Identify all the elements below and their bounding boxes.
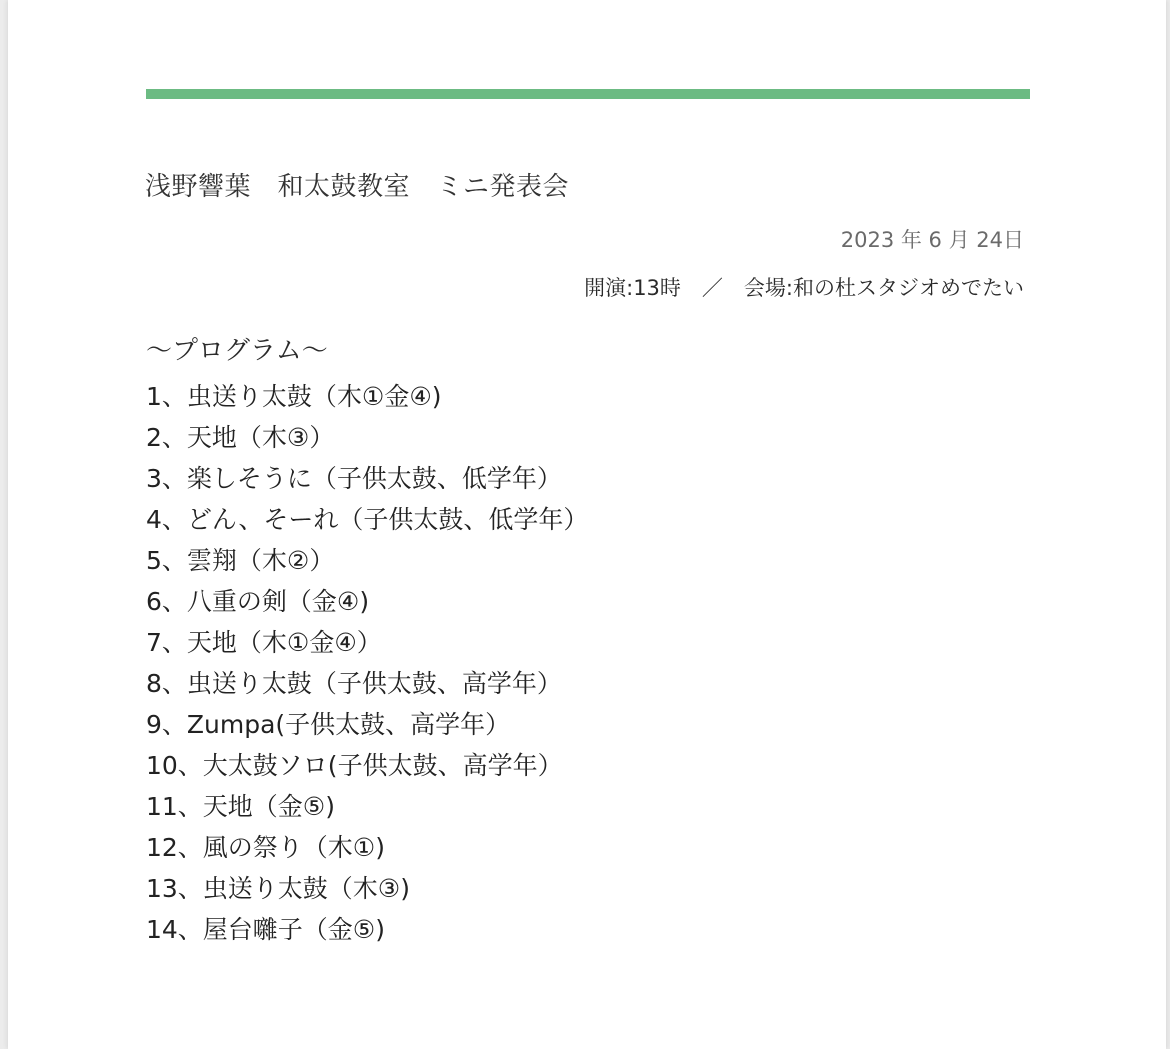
program-list (146, 376, 588, 950)
document-title: 浅野響葉 和太鼓教室 ミニ発表会 (145, 172, 570, 202)
event-time-venue: 開演:13時 ／ 会場:和の杜スタジオめでたい (584, 276, 1024, 300)
program-heading: ～プログラム～ (146, 336, 328, 366)
program-item: 12、風の祭り（木①) (146, 833, 385, 862)
program-item: 8、虫送り太鼓（子供太鼓、高学年） (146, 669, 562, 698)
program-item: 14、屋台囃子（金⑤) (146, 915, 385, 944)
document-page (8, 0, 1166, 1049)
program-item: 5、雲翔（木②） (146, 546, 335, 575)
program-item: 7、天地（木①金④） (146, 628, 382, 657)
program-item: 11、天地（金⑤) (146, 792, 335, 821)
program-item: 1、虫送り太鼓（木①金④) (146, 382, 442, 411)
event-date: 2023 年 6 月 24日 (840, 228, 1024, 252)
program-item: 2、天地（木③） (146, 423, 335, 452)
header-accent-rule (146, 89, 1030, 99)
program-item: 6、八重の剣（金④) (146, 587, 370, 616)
program-item: 3、楽しそうに（子供太鼓、低学年） (146, 464, 562, 493)
program-item: 4、どん、そーれ（子供太鼓、低学年） (146, 505, 589, 534)
program-item: 13、虫送り太鼓（木③) (146, 874, 410, 903)
program-item: 10、大太鼓ソロ(子供太鼓、高学年） (146, 751, 563, 780)
program-item: 9、Zumpa(子供太鼓、高学年） (146, 710, 511, 739)
